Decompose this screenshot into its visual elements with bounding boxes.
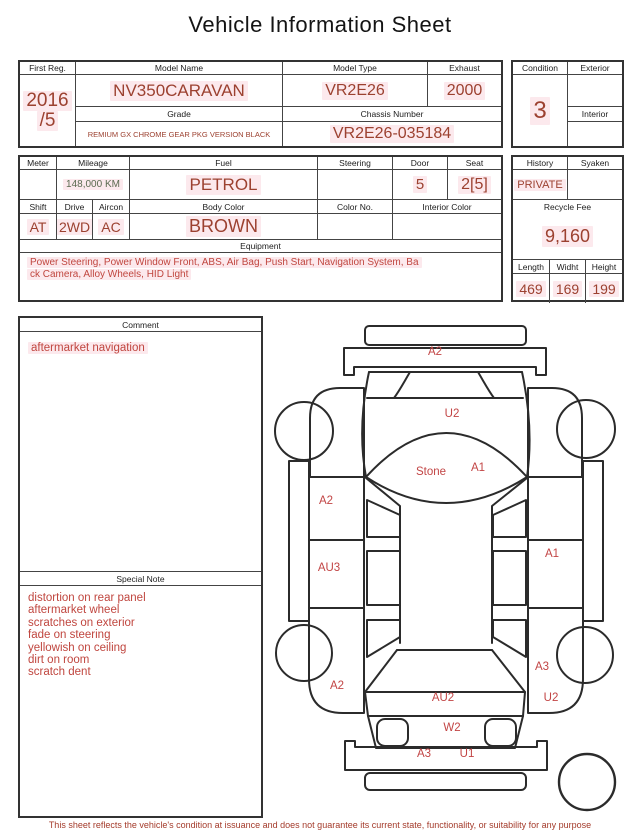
special-note-line: dirt on room [28, 654, 90, 667]
special-note-line: fade on steering [28, 629, 111, 642]
door-value: 5 [393, 170, 448, 200]
fuel-label: Fuel [130, 157, 318, 170]
special-note-label: Special Note [20, 571, 261, 586]
equipment-text: Power Steering, Power Window Front, ABS, Air Bag, Push Start, Navigation System, Ba ck Camera, Alloy Wheels, HID Light [20, 253, 501, 284]
comment-label: Comment [20, 318, 261, 332]
color-no-label: Color No. [318, 200, 393, 214]
hood-arc-right [478, 372, 494, 398]
grade-label: Grade [76, 107, 283, 122]
right-front-fender [528, 388, 582, 477]
steering-value [318, 170, 393, 200]
registration-table [18, 60, 503, 148]
first-reg-value: 2016 /5 [20, 75, 76, 146]
aircon-value: AC [93, 214, 130, 240]
spare-wheel [559, 754, 615, 810]
exhaust-value: 2000 [428, 75, 501, 107]
shift-label: Shift [20, 200, 57, 214]
exterior-value [568, 75, 622, 107]
rear-left-wheel [276, 625, 332, 681]
recycle-fee-label: Recycle Fee [543, 201, 592, 212]
front-bumper [344, 348, 546, 375]
special-note-line: scratch dent [28, 666, 91, 679]
meter-value [20, 170, 57, 200]
damage-label-left-rear-arch: A2 [329, 680, 345, 692]
chassis-label: Chassis Number [283, 107, 501, 122]
damage-label-windshield-a1: A1 [470, 462, 486, 474]
rear-light-right [485, 719, 516, 746]
condition-value: 3 [513, 75, 568, 146]
damage-label-rear-panel: W2 [443, 722, 461, 734]
left-front-fender [310, 388, 364, 477]
damage-label-rear-gate: AU2 [431, 692, 455, 704]
history-block [511, 155, 624, 302]
condition-label: Condition [513, 62, 568, 75]
history-label: History [513, 157, 568, 170]
seat-value: 2[5] [448, 170, 501, 200]
rear-lower-bar [365, 773, 526, 790]
model-type-label: Model Type [283, 62, 428, 75]
syaken-label: Syaken [568, 157, 622, 170]
history-value: PRIVATE [513, 170, 568, 200]
meter-label: Meter [20, 157, 57, 170]
front-upper-bar [365, 326, 526, 345]
comment-text: aftermarket navigation [20, 332, 261, 571]
fuel-value: PETROL [130, 170, 318, 200]
drive-label: Drive [57, 200, 93, 214]
recycle-fee-value: 9,160 [513, 213, 622, 260]
comment-box [18, 316, 263, 818]
windshield [366, 433, 527, 503]
color-no-value [318, 214, 393, 240]
front-right-wheel [557, 400, 615, 458]
damage-label-left-front-panel: A2 [318, 495, 334, 507]
drive-value: 2WD [57, 214, 93, 240]
damage-label-rear-bumper-u1: U1 [459, 748, 475, 760]
first-reg-label: First Reg. [20, 62, 76, 75]
condition-block [511, 60, 624, 148]
right-side-panels [528, 477, 583, 608]
footer-disclaimer: This sheet reflects the vehicle's condition at issuance and does not guarantee its current state, functionality, or suitability for any purpose [48, 820, 592, 830]
damage-label-right-mid-panel: A1 [544, 548, 560, 560]
special-note-line: yellowish on ceiling [28, 641, 127, 654]
grade-value: REMIUM GX CHROME GEAR PKG VERSION BLACK [76, 122, 283, 146]
length-value: 469 [513, 274, 550, 303]
seat-label: Seat [448, 157, 501, 170]
damage-label-left-mid-panel: AU3 [317, 562, 341, 574]
damage-label-right-rear-corner: U2 [543, 692, 559, 704]
page-title: Vehicle Information Sheet [188, 12, 452, 37]
right-pillar [493, 500, 526, 537]
equipment-label: Equipment [20, 240, 501, 253]
length-label: Length [513, 260, 550, 274]
exhaust-label: Exhaust [428, 62, 501, 75]
interior-color-label: Interior Color [393, 200, 501, 214]
body-color-value: BROWN [130, 214, 318, 240]
left-window [367, 551, 400, 605]
special-note-line: scratches on exterior [28, 616, 135, 629]
aircon-label: Aircon [93, 200, 130, 214]
damage-label-stone: Stone [415, 466, 447, 478]
interior-color-value [393, 214, 501, 240]
shift-value: AT [20, 214, 57, 240]
exterior-label: Exterior [568, 62, 622, 75]
left-rear-fender [309, 608, 364, 713]
hood-arc-left [394, 372, 410, 398]
model-name-label: Model Name [76, 62, 283, 75]
left-sill-strip [289, 461, 309, 621]
door-label: Door [393, 157, 448, 170]
front-left-wheel [275, 402, 333, 460]
model-name-value: NV350CARAVAN [76, 75, 283, 107]
height-value: 199 [586, 274, 622, 303]
interior-value [568, 122, 622, 146]
syaken-value [568, 170, 622, 200]
right-window [493, 551, 526, 605]
damage-label-rear-bumper-a3: A3 [416, 748, 432, 760]
left-pillar [367, 500, 400, 537]
model-type-value: VR2E26 [283, 75, 428, 107]
damage-label-right-rear-arch: A3 [534, 661, 550, 673]
specs-table [18, 155, 503, 302]
steering-label: Steering [318, 157, 393, 170]
damage-diagram [268, 316, 640, 814]
mileage-value: 148,000 KM [57, 170, 130, 200]
width-value: 169 [550, 274, 586, 303]
right-sill-strip [583, 461, 603, 621]
body-color-label: Body Color [130, 200, 318, 214]
special-note-line: aftermarket wheel [28, 604, 120, 617]
rear-light-left [377, 719, 408, 746]
rear-gate-right [492, 650, 525, 692]
chassis-value: VR2E26-035184 [283, 122, 501, 146]
left-side-panels [309, 477, 364, 608]
damage-label-front-bumper: A2 [427, 346, 443, 358]
height-label: Height [586, 260, 622, 274]
damage-label-windshield-upper: U2 [444, 408, 460, 420]
interior-label: Interior [568, 107, 622, 122]
rear-right-wheel [557, 627, 613, 683]
right-rear-pillar [493, 620, 526, 657]
mileage-label: Mileage [57, 157, 130, 170]
width-label: Widht [550, 260, 586, 274]
special-note-text [20, 586, 261, 685]
special-note-line: distortion on rear panel [28, 592, 146, 604]
